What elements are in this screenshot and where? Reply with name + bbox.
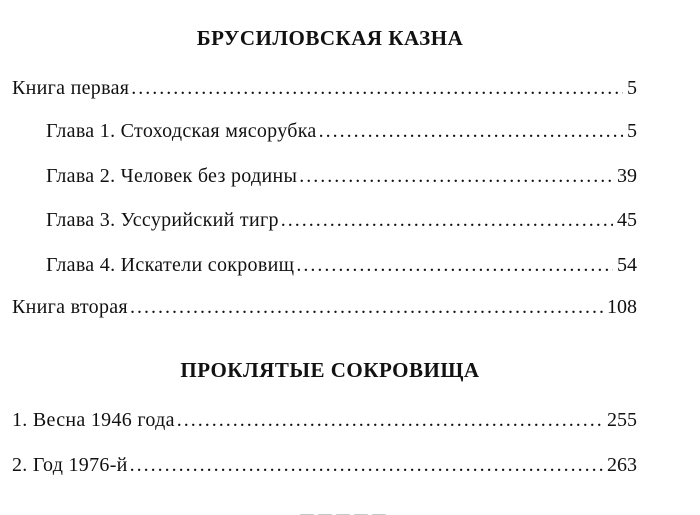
toc-entry-book-one[interactable] xyxy=(12,75,637,101)
dot-leader xyxy=(130,294,603,320)
toc-entry-part-1[interactable] xyxy=(12,407,637,433)
toc-entry-chapter-4[interactable] xyxy=(46,252,637,278)
section-title-cursed-treasures: ПРОКЛЯТЫЕ СОКРОВИЩА xyxy=(180,358,480,382)
dot-leader xyxy=(177,407,603,433)
dot-leader xyxy=(299,163,613,189)
toc-entry-part-2[interactable] xyxy=(12,452,637,478)
dot-leader xyxy=(131,75,623,101)
toc-entry-label: Глава 3. Уссурийский тигр xyxy=(46,209,279,231)
cropped-next-heading-fragment xyxy=(300,506,400,515)
toc-entry-label: Глава 1. Стоходская мясорубка xyxy=(46,120,317,142)
toc-page-number: 5 xyxy=(627,77,637,99)
toc-entry-chapter-3[interactable] xyxy=(46,207,637,233)
toc-entry-chapter-1[interactable] xyxy=(46,118,637,144)
dot-leader xyxy=(319,118,623,144)
dot-leader xyxy=(281,207,613,233)
toc-entry-label: Книга вторая xyxy=(12,296,128,318)
toc-page-number: 39 xyxy=(617,165,637,187)
toc-page-number: 263 xyxy=(607,454,637,476)
toc-entry-book-two[interactable] xyxy=(12,294,637,320)
dot-leader xyxy=(296,252,613,278)
toc-page-number: 54 xyxy=(617,254,637,276)
toc-entry-label: 2. Год 1976-й xyxy=(12,454,128,476)
toc-page-number: 108 xyxy=(607,296,637,318)
toc-entry-label: Книга первая xyxy=(12,77,130,99)
toc-page-number: 5 xyxy=(627,120,637,142)
section-title-brusilov-treasury: БРУСИЛОВСКАЯ КАЗНА xyxy=(196,26,464,50)
toc-page-number: 255 xyxy=(607,409,637,431)
toc-entry-label: Глава 4. Искатели сокровищ xyxy=(46,254,295,276)
dot-leader xyxy=(130,452,603,478)
toc-entry-label: 1. Весна 1946 года xyxy=(12,409,175,431)
toc-page-number: 45 xyxy=(617,209,637,231)
toc-entry-label: Глава 2. Человек без родины xyxy=(46,165,298,187)
toc-entry-chapter-2[interactable] xyxy=(46,163,637,189)
